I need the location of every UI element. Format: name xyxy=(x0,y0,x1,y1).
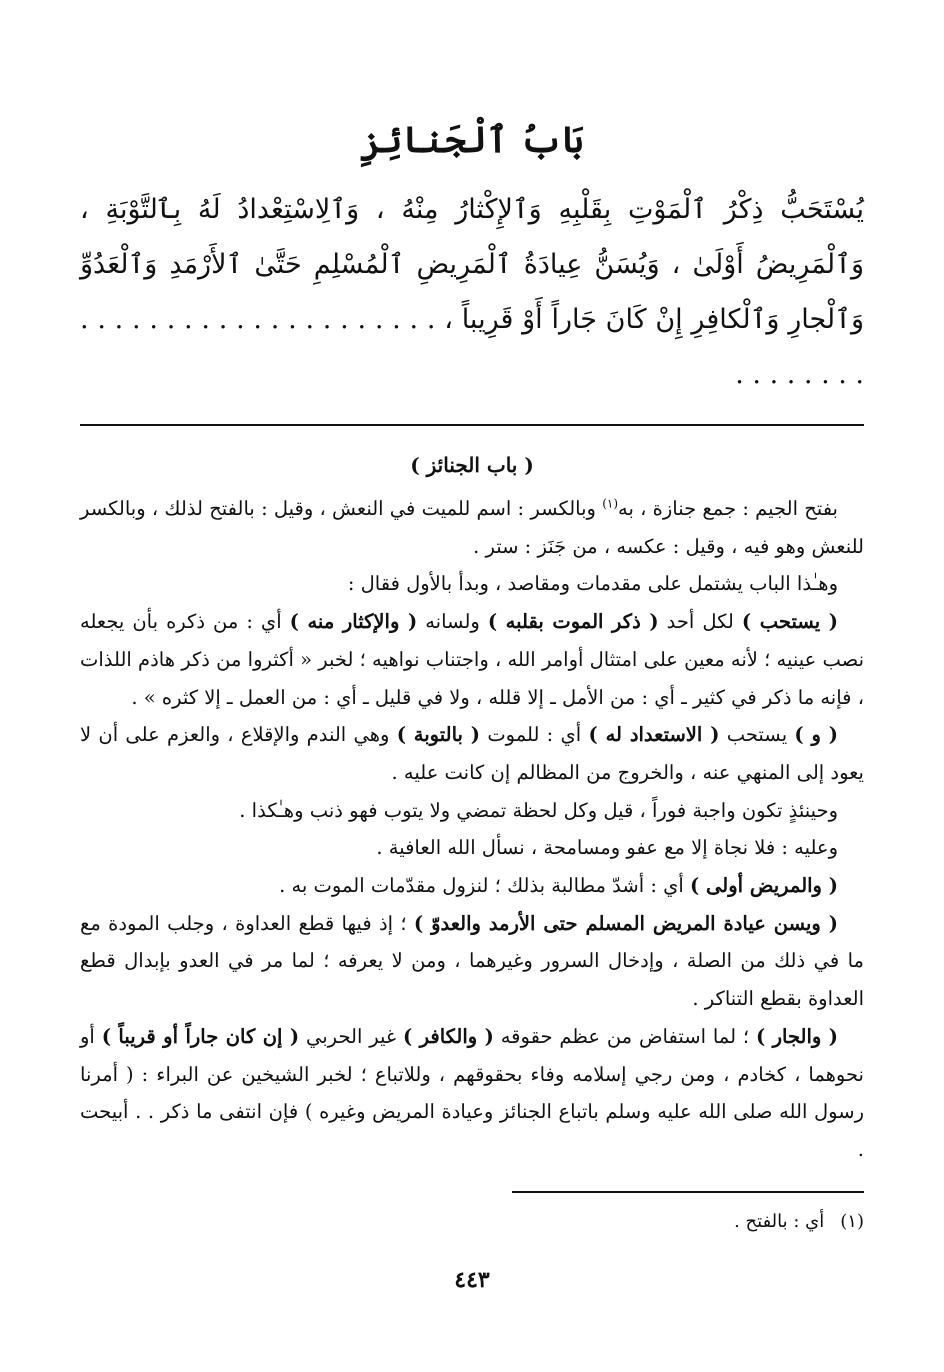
paragraph-2: وهـٰذا الباب يشتمل على مقدمات ومقاصد ، وبدأ بالأول فقال : xyxy=(347,572,838,596)
p4-text-3: وهي الندم والإقلاع ، والعزم على أن لا يعود إلى المنهي عنه ، والخروج من المظالم إن كانت عليه . xyxy=(80,723,864,784)
p9-bold-2: ( والكافر ) xyxy=(402,1024,494,1048)
p3-bold-3: ( والإكثار منه ) xyxy=(289,610,418,634)
sharh-title: ( باب الجنائز ) xyxy=(410,453,534,477)
p7-text-1: أي : أشدّ مطالبة بذلك ؛ لنزول مقدّمات الموت به . xyxy=(279,874,691,898)
p9-bold-3: ( إن كان جاراً أو قريباً ) xyxy=(101,1024,300,1048)
p9-text-2: غير الحربي xyxy=(299,1024,403,1048)
footnote-text: أي : بالفتح . xyxy=(734,1210,825,1232)
p3-bold-1: ( يستحب ) xyxy=(741,610,838,634)
commentary xyxy=(80,490,864,1169)
p3-text-1: لكل أحد xyxy=(658,610,742,634)
paragraph-5: وحينئذٍ تكون واجبة فوراً ، قيل وكل لحظة تمضي ولا يتوب فهو ذنب وهـٰكذا . xyxy=(239,798,838,822)
paragraph-1 xyxy=(80,490,864,565)
footnote-ref: (١) xyxy=(602,496,619,511)
page-number: ٤٤٣ xyxy=(454,1266,490,1293)
p4-bold-3: ( بالتوبة ) xyxy=(396,723,481,747)
matn-text: يُسْتَحَبُّ ذِكْرُ ٱلْمَوْتِ بِقَلْبِهِ وَٱلإِكْثارُ مِنْهُ ، وَٱلِاسْتِعْدادُ لَهُ بِٱلتَّوْبَةِ ، وَٱلْمَرِيضُ أَوْلَىٰ ، وَيُسَنُّ عِيادَةُ ٱلْمَرِيضِ ٱلْمُسْلِمِ حَتَّىٰ ٱلأَرْمَدِ وَٱلْعَدُوِّ وَٱلْجارِ وَٱلْكافِرِ إِنْ كَانَ جَاراً أَوْ قَرِيباً ، . . . . . . . . . . . . . . . . . . . . . . . . . . . . . xyxy=(80,194,864,390)
paragraph-3 xyxy=(80,603,864,716)
p4-text-1: يستحب xyxy=(719,723,795,747)
p7-bold-1: ( والمريض أولى ) xyxy=(690,874,838,898)
p8-bold-1: ( ويسن عيادة المريض المسلم حتى الأرمد والعدوّ ) xyxy=(413,911,838,935)
p3-text-3: أي : من ذكره بأن يجعله نصب عينيه ؛ لأنه معين على امتثال أوامر الله ، واجتناب نواهيه ؛ لخبر « أكثروا من ذكر هاذم اللذات ، فإنه ما ذكر في كثير ـ أي : من الأمل ـ إلا قلله ، ولا في قليل ـ أي : من العمل ـ إلا كثره » . xyxy=(80,610,864,709)
p9-text-1: ؛ لما استفاض من عظم حقوقه xyxy=(493,1024,756,1048)
book-page xyxy=(80,110,864,1295)
p4-bold-2: ( الاستعداد له ) xyxy=(588,723,720,747)
p9-bold-1: ( والجار ) xyxy=(755,1024,839,1048)
footnote xyxy=(80,1207,864,1237)
p1-text-a: بفتح الجيم : جمع جنازة ، به xyxy=(618,497,838,520)
paragraph-4 xyxy=(80,716,864,791)
chapter-title: بَابُ ٱلْجَنائِزِ xyxy=(360,119,584,161)
p4-bold-1: ( و ) xyxy=(794,723,838,747)
main-divider xyxy=(80,424,864,426)
footnote-divider xyxy=(512,1191,864,1193)
p3-text-2: ولسانه xyxy=(417,610,488,634)
paragraph-6: وعليه : فلا نجاة إلا مع عفو ومسامحة ، نسأل الله العافية . xyxy=(376,836,838,860)
paragraph-7 xyxy=(80,867,864,905)
p4-text-2: أي : للموت xyxy=(480,723,589,747)
paragraph-9 xyxy=(80,1018,864,1169)
p9-text-3: أو نحوهما ، كخادم ، ومن رجي إسلامه وفاء بحقوقهم ، وللاتباع ؛ لخبر الشيخين عن البراء : ( أمرنا رسول الله صلى الله عليه وسلم باتباع الجنائز وعيادة المريض وغيره ) فإن انتفى ما ذكر . . أبيحت . xyxy=(80,1024,864,1161)
p3-bold-2: ( ذكر الموت بقلبه ) xyxy=(487,610,659,634)
p1-text-b: وبالكسر : اسم للميت في النعش ، وقيل : بالفتح لذلك ، وبالكسر للنعش وهو فيه ، وقيل : عكسه ، من جَنَز : ستر . xyxy=(80,497,864,558)
footnote-number: (١) xyxy=(840,1210,864,1232)
p8-text-1: ؛ إذ فيها قطع العداوة ، وجلب المودة مع ما في ذلك من الصلة ، وإدخال السرور وغيرهما ، ومن لا يعرفه ؛ لما مر في العدو بإبدال قطع العداوة بقطع التناكر . xyxy=(80,911,864,1011)
paragraph-8 xyxy=(80,905,864,1018)
